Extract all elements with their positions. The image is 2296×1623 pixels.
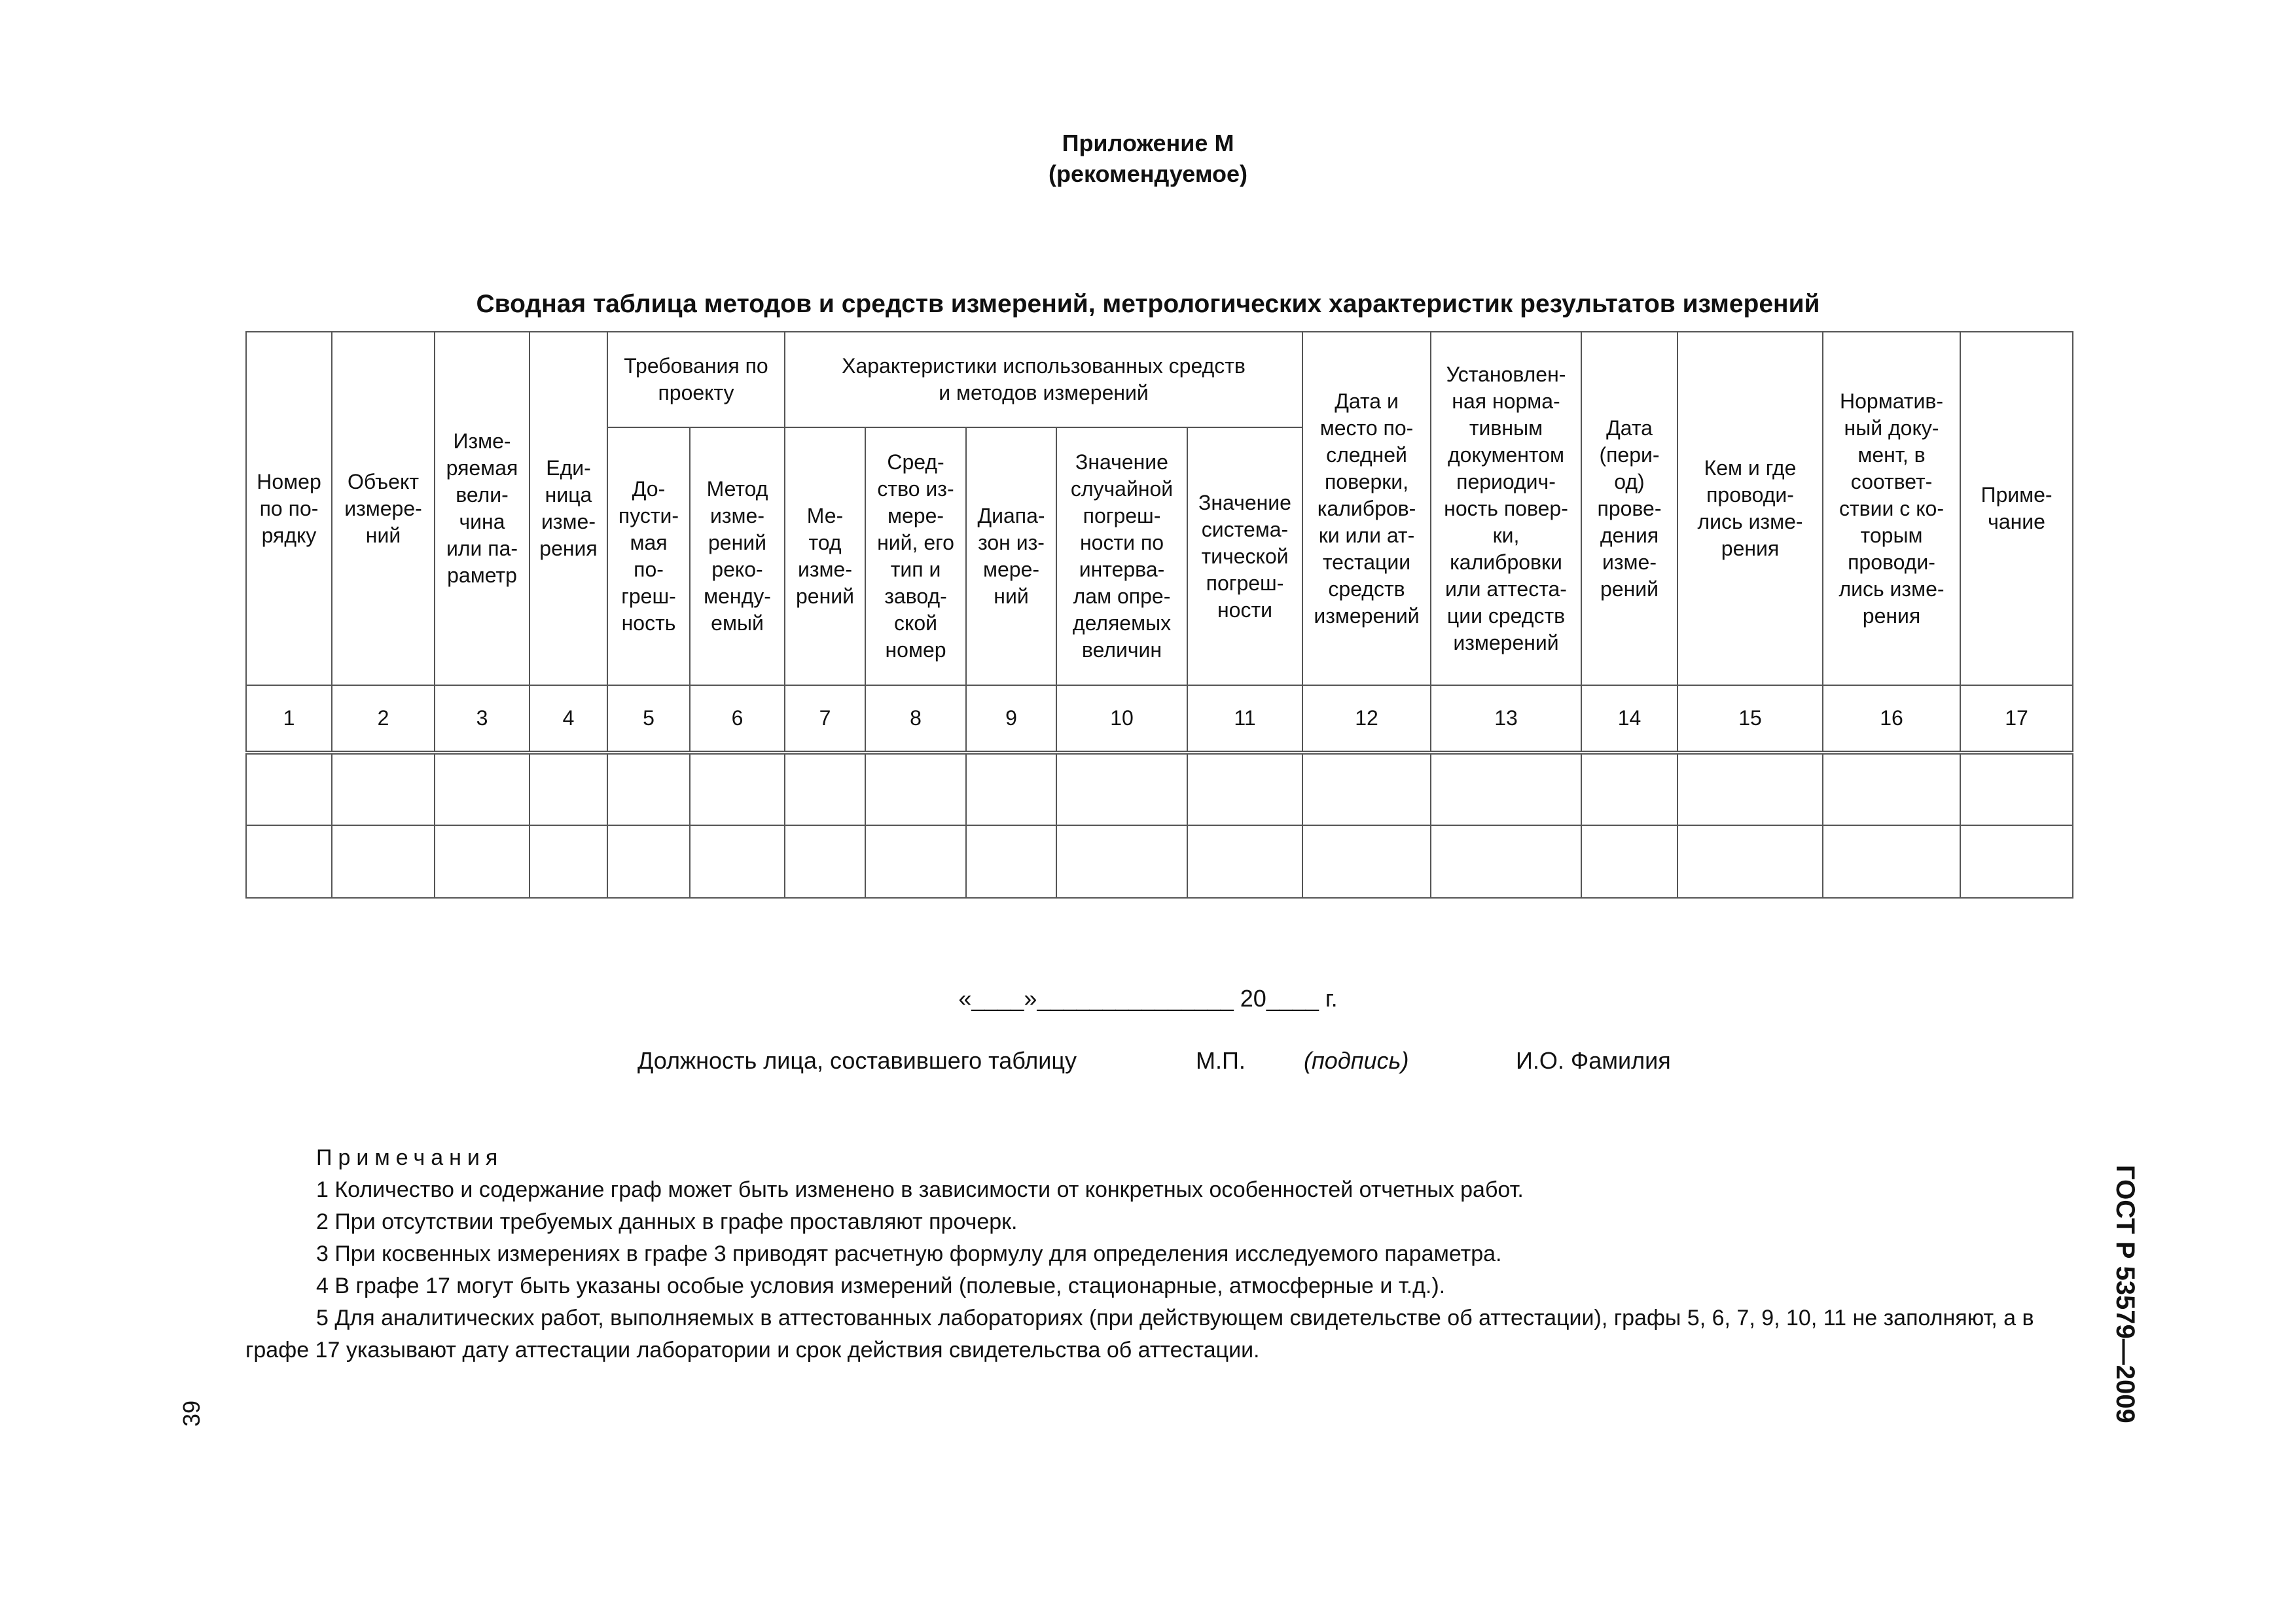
table-cell — [529, 825, 607, 898]
column-number: 12 — [1302, 685, 1431, 753]
table-cell — [246, 825, 332, 898]
standard-designation — [2110, 1165, 2159, 1440]
column-number: 14 — [1581, 685, 1677, 753]
column-number: 15 — [1677, 685, 1823, 753]
column-header-5: До- пусти- мая по- греш- ность — [607, 427, 690, 685]
column-number: 8 — [865, 685, 966, 753]
group-header-instrument-characteristics: Характеристики использованных средств и методов измерений — [785, 332, 1302, 427]
column-number: 17 — [1960, 685, 2073, 753]
table-cell — [332, 753, 435, 825]
table-cell — [1302, 825, 1431, 898]
table-cell — [1960, 825, 2073, 898]
table-cell — [1677, 825, 1823, 898]
column-header-4: Еди- ница изме- рения — [529, 332, 607, 685]
column-header-3: Изме- ряемая вели- чина или па- раметр — [435, 332, 529, 685]
column-header-2: Объект измере- ний — [332, 332, 435, 685]
column-header-10: Значение случайной погреш- ности по интерва- лам опре- деляемых величин — [1056, 427, 1187, 685]
column-header-14: Дата (пери- од) прове- дения изме- рений — [1581, 332, 1677, 685]
table-cell — [690, 753, 785, 825]
column-number: 5 — [607, 685, 690, 753]
table-row — [246, 825, 2073, 898]
column-number: 4 — [529, 685, 607, 753]
column-number: 10 — [1056, 685, 1187, 753]
name-label: И.О. Фамилия — [1516, 1047, 1671, 1074]
column-header-1: Номер по по- рядку — [246, 332, 332, 685]
column-number: 9 — [966, 685, 1056, 753]
table-cell — [1823, 825, 1960, 898]
table-cell — [785, 825, 865, 898]
column-number: 13 — [1431, 685, 1581, 753]
header-row-top — [246, 332, 2073, 427]
table-row — [246, 753, 2073, 825]
table-cell — [607, 825, 690, 898]
column-number-row — [246, 685, 2073, 753]
column-header-11: Значение система- тической погреш- ности — [1187, 427, 1302, 685]
page-number-text: 39 — [178, 1400, 205, 1427]
note-item: 5 Для аналитических работ, выполняемых в аттестованных лабораториях (при действующем свидетельстве об аттестации), графы 5, 6, 7, 9, 10, 11 не заполняют, а в графе 17 указывают дату аттестации лаборатории и срок действия свидетельства об аттестации. — [245, 1306, 2034, 1363]
position-label: Должность лица, составившего таблицу — [637, 1047, 1077, 1074]
page-number — [178, 1400, 211, 1446]
column-header-17: Приме- чание — [1960, 332, 2073, 685]
note-item: 3 При косвенных измерениях в графе 3 приводят расчетную формулу для определения исследуемого параметра. — [316, 1241, 1502, 1266]
table-cell — [1677, 753, 1823, 825]
column-number: 11 — [1187, 685, 1302, 753]
table-cell — [1431, 753, 1581, 825]
column-header-8: Сред- ство из- мере- ний, его тип и завод- ской номер — [865, 427, 966, 685]
table-cell — [246, 753, 332, 825]
notes-heading: Примечания — [316, 1145, 504, 1170]
table-cell — [1187, 825, 1302, 898]
column-header-15: Кем и где проводи- лись изме- рения — [1677, 332, 1823, 685]
table-cell — [435, 753, 529, 825]
appendix-heading — [0, 128, 2296, 189]
table-title: Сводная таблица методов и средств измерений, метрологических характеристик результатов измерений — [476, 290, 1820, 318]
table-cell — [1581, 753, 1677, 825]
column-number: 3 — [435, 685, 529, 753]
column-header-16: Норматив- ный доку- мент, в соответ- ствии с ко- торым проводи- лись изме- рения — [1823, 332, 1960, 685]
column-header-6: Метод изме- рений реко- менду- емый — [690, 427, 785, 685]
standard-designation-text: ГОСТ Р 53579—2009 — [2111, 1165, 2140, 1423]
note-item: 2 При отсутствии требуемых данных в графе проставляют прочерк. — [316, 1209, 1018, 1234]
note-item: 4 В графе 17 могут быть указаны особые условия измерений (полевые, стационарные, атмосферные и т.д.). — [316, 1274, 1446, 1298]
column-header-9: Диапа- зон из- мере- ний — [966, 427, 1056, 685]
group-header-project-requirements: Требования по проекту — [607, 332, 785, 427]
table-cell — [966, 825, 1056, 898]
column-number: 16 — [1823, 685, 1960, 753]
signature-label: (подпись) — [1304, 1047, 1409, 1074]
date-line: «____»_______________ 20____ г. — [958, 985, 1338, 1012]
table-cell — [1823, 753, 1960, 825]
stamp-label: М.П. — [1196, 1047, 1246, 1074]
table-cell — [690, 825, 785, 898]
table-cell — [1960, 753, 2073, 825]
table-cell — [865, 753, 966, 825]
table-cell — [1302, 753, 1431, 825]
table-cell — [435, 825, 529, 898]
summary-table — [245, 331, 2073, 899]
table-cell — [865, 825, 966, 898]
table-cell — [1187, 753, 1302, 825]
table-cell — [332, 825, 435, 898]
notes-section — [245, 1142, 2072, 1366]
appendix-subtitle: (рекомендуемое) — [1049, 160, 1247, 187]
table-cell — [785, 753, 865, 825]
table-cell — [607, 753, 690, 825]
table-cell — [1056, 753, 1187, 825]
column-number: 6 — [690, 685, 785, 753]
note-item: 1 Количество и содержание граф может быть изменено в зависимости от конкретных особенностей отчетных работ. — [316, 1177, 1524, 1202]
table-cell — [966, 753, 1056, 825]
column-number: 1 — [246, 685, 332, 753]
column-header-7: Ме- тод изме- рений — [785, 427, 865, 685]
table-cell — [529, 753, 607, 825]
column-number: 2 — [332, 685, 435, 753]
table-cell — [1431, 825, 1581, 898]
column-header-13: Установлен- ная норма- тивным документом периодич- ность повер- ки, калибровки или аттеста- ции средств измерений — [1431, 332, 1581, 685]
table-cell — [1581, 825, 1677, 898]
column-header-12: Дата и место по- следней поверки, калибров- ки или ат- тестации средств измерений — [1302, 332, 1431, 685]
appendix-title: Приложение М — [1062, 130, 1234, 156]
column-number: 7 — [785, 685, 865, 753]
table-cell — [1056, 825, 1187, 898]
